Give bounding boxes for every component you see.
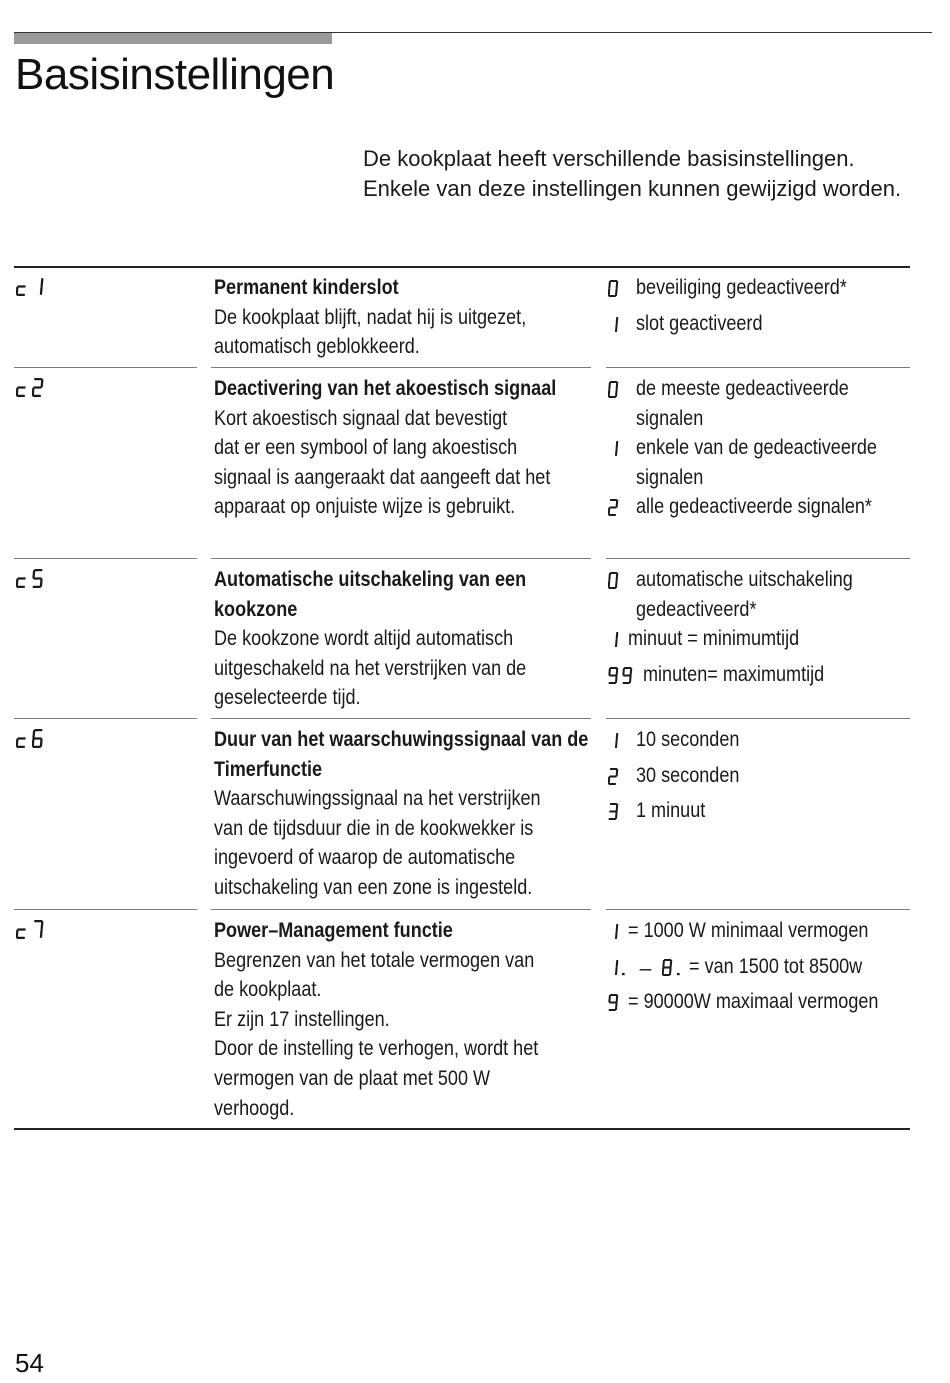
setting-description — [214, 565, 592, 713]
setting-option — [608, 796, 918, 832]
setting-option — [608, 761, 918, 797]
page-number: 54 — [15, 1348, 44, 1378]
setting-description — [214, 374, 592, 522]
setting-description-line: dat er een symbool of lang akoestisch — [214, 436, 518, 460]
header-accent-bar — [14, 33, 332, 44]
setting-option — [608, 916, 918, 952]
setting-title: Permanent kinderslot — [214, 276, 399, 299]
option-text: beveiliging gedeactiveerd* — [636, 276, 847, 299]
option-value — [608, 565, 636, 601]
setting-option — [608, 624, 918, 660]
setting-code-display — [16, 919, 47, 940]
setting-row-c1 — [14, 266, 910, 367]
setting-code-display — [16, 728, 47, 749]
setting-option — [608, 273, 918, 309]
option-value — [608, 796, 636, 832]
option-text: = 90000W maximaal vermogen — [628, 990, 879, 1014]
option-value-display — [608, 802, 622, 832]
setting-description-line: de kookplaat. — [214, 978, 322, 1002]
setting-code-display — [16, 568, 47, 589]
option-value-display — [608, 922, 622, 952]
setting-description-line: ingevoerd of waarop de automatische — [214, 846, 516, 870]
setting-code — [16, 728, 47, 749]
setting-description-line: verhoogd. — [214, 1096, 295, 1120]
option-value-display — [608, 993, 622, 1023]
setting-options — [608, 725, 918, 832]
setting-title: Duur van het waarschuwingssignaal van de Timerfunctie — [214, 728, 589, 781]
setting-code — [16, 568, 47, 589]
option-value — [608, 761, 636, 797]
setting-row-c2 — [14, 367, 910, 558]
option-text: 10 seconden — [636, 728, 740, 751]
option-value-display — [608, 571, 622, 601]
option-text: minuten= maximumtijd — [642, 662, 824, 686]
option-value — [608, 273, 636, 309]
option-value — [608, 374, 636, 410]
setting-code — [16, 919, 47, 940]
option-value — [608, 309, 636, 345]
setting-description-line: geselecteerde tijd. — [214, 686, 361, 710]
option-text: automatische uitschakeling gedeactiveerd* — [636, 568, 853, 621]
option-value — [608, 660, 643, 696]
setting-title: Automatische uitschakeling van een kookzone — [214, 568, 527, 621]
setting-row-c6 — [14, 718, 910, 909]
setting-options — [608, 916, 918, 1023]
setting-option — [608, 374, 918, 433]
option-text: 30 seconden — [636, 763, 740, 787]
option-value — [608, 492, 636, 528]
option-value-display — [608, 666, 637, 696]
option-value-display — [608, 315, 622, 345]
option-value — [608, 433, 636, 469]
intro-paragraph: De kookplaat heeft verschillende basisinstellingen. Enkele van deze instellingen kunnen gewijzigd worden. — [363, 146, 902, 201]
option-text: enkele van de gedeactiveerde signalen — [636, 436, 877, 489]
setting-description-line: vermogen van de plaat met 500 W — [214, 1066, 491, 1090]
setting-option — [608, 565, 918, 624]
option-value — [608, 916, 628, 952]
option-value-display — [608, 498, 622, 528]
option-text: alle gedeactiveerde signalen* — [636, 495, 872, 519]
table-bottom-rule — [14, 1128, 910, 1130]
setting-description — [214, 273, 592, 362]
setting-option — [608, 309, 918, 345]
setting-description-line: uitschakeling van een zone is ingesteld. — [214, 875, 533, 899]
setting-description-line: Kort akoestisch signaal dat bevestigt — [214, 406, 508, 430]
setting-row-c7 — [14, 909, 910, 1128]
option-value-display — [608, 439, 622, 469]
setting-option — [608, 725, 918, 761]
setting-code-display — [16, 276, 47, 297]
option-value-display — [608, 279, 622, 309]
setting-title: Deactivering van het akoestisch signaal — [214, 377, 557, 400]
option-value — [608, 987, 628, 1023]
setting-description — [214, 725, 592, 903]
setting-option — [608, 987, 918, 1023]
setting-description-line: De kookzone wordt altijd automatisch — [214, 627, 514, 651]
setting-description-line: signaal is aangeraakt dat aangeeft dat het — [214, 465, 551, 489]
option-text: = 1000 W minimaal vermogen — [628, 919, 869, 942]
option-text: 1 minuut — [636, 799, 706, 823]
option-value — [608, 952, 689, 988]
setting-description — [214, 916, 592, 1123]
setting-description-line: Begrenzen van het totale vermogen van — [214, 948, 535, 972]
setting-option — [608, 660, 918, 696]
setting-options — [608, 273, 918, 344]
setting-description-line: automatisch geblokkeerd. — [214, 335, 420, 359]
option-text: de meeste gedeactiveerde signalen — [636, 377, 849, 430]
option-text: minuut = minimumtijd — [628, 627, 800, 651]
setting-option — [608, 952, 918, 988]
setting-options — [608, 565, 918, 695]
option-value-display: – — [608, 958, 683, 988]
option-value — [608, 624, 628, 660]
setting-description-line: De kookplaat blijft, nadat hij is uitgezet, — [214, 305, 527, 329]
setting-option — [608, 433, 918, 492]
setting-title: Power–Management functie — [214, 919, 453, 942]
option-text: = van 1500 tot 8500w — [689, 954, 863, 978]
setting-options — [608, 374, 918, 528]
setting-description-line: Door de instelling te verhogen, wordt het — [214, 1037, 539, 1061]
setting-code-display — [16, 377, 47, 398]
setting-code — [16, 276, 47, 297]
setting-option — [608, 492, 918, 528]
option-value — [608, 725, 636, 761]
setting-code — [16, 377, 47, 398]
page-title: Basisinstellingen — [15, 50, 335, 99]
setting-description-line: Er zijn 17 instellingen. — [214, 1007, 390, 1031]
option-value-display — [608, 731, 622, 761]
setting-description-line: uitgeschakeld na het verstrijken van de — [214, 656, 527, 680]
setting-description-line: apparaat op onjuiste wijze is gebruikt. — [214, 495, 516, 519]
option-text: slot geactiveerd — [636, 311, 763, 335]
setting-description-line: van de tijdsduur die in de kookwekker is — [214, 816, 534, 840]
option-value-display — [608, 767, 622, 797]
option-value-display — [608, 380, 622, 410]
setting-description-line: Waarschuwingssignaal na het verstrijken — [214, 787, 541, 811]
option-value-display — [608, 630, 622, 660]
setting-row-c5 — [14, 558, 910, 718]
